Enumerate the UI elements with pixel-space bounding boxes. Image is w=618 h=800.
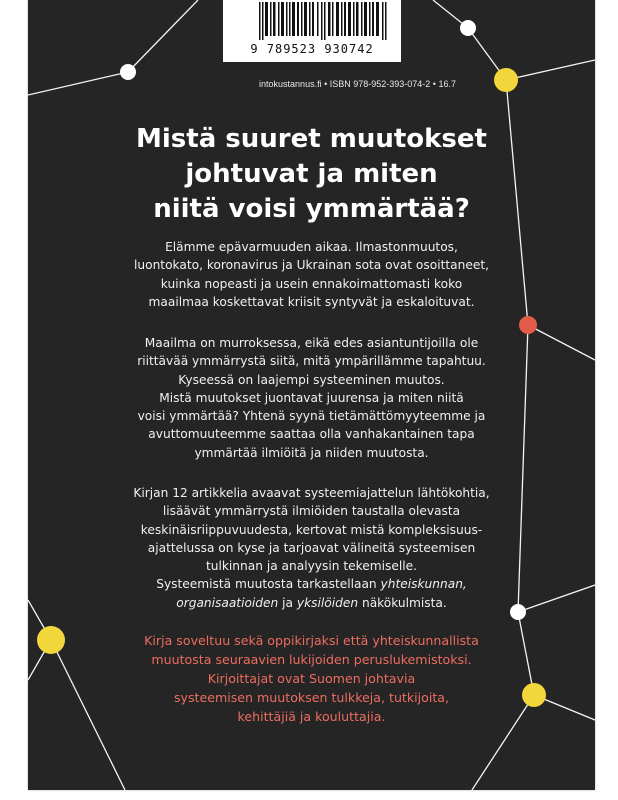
text-span: näkökulmista. [358,595,447,610]
paragraph-line: Maailma on murroksessa, eikä edes asiantuntijoilla ole [144,336,479,350]
paragraph-audience [28,631,595,726]
paragraph-line: luontokato, koronavirus ja Ukrainan sota ovat osoittaneet, [134,258,489,273]
paragraph-line: Kyseessä on laajempi systeeminen muutos. [178,372,445,387]
italic-text: yksilöiden [296,595,359,610]
book-back-cover [28,0,595,790]
headline-line: niitä voisi ymmärtää? [153,194,470,224]
paragraph-line: ymmärtää ilmiöitä ja niiden muutosta. [194,445,429,460]
paragraph-line: ajattelussa on kyse ja tarjoavat välineitä systeemisen [147,540,476,555]
paragraph-line [28,594,595,612]
paragraph-line: voisi ymmärtää? Yhtenä syynä tietämättömyyteemme ja [137,409,486,424]
paragraph-line: Elämme epävarmuuden aikaa. Ilmastonmuutos, [165,240,458,254]
node-white-top-right [460,20,476,36]
paragraph-line: kehittäjiä ja kouluttajia. [237,709,386,724]
paragraph-context [28,334,595,462]
paragraph-line: Mistä muutokset juontavat juurensa ja miten niitä [159,390,464,405]
paragraph-contents [28,484,595,612]
paragraph-line: systeemisen muutoksen tulkkeja, tutkijoita, [173,690,450,705]
paragraph-line: avuttomuuteemme saattaa olla vanhakantainen tapa [148,427,475,442]
paragraph-intro [28,238,595,311]
paragraph-line: Kirjoittajat ovat Suomen johtavia [207,671,416,686]
barcode-bars [259,2,387,40]
headline-line: johtuvat ja miten [185,159,438,189]
headline-line: Mistä suuret muutokset [136,124,487,154]
text-span: ja [278,595,297,610]
paragraph-line [28,575,595,593]
paragraph-line: maailmaa koskettavat kriisit syntyvät ja eskaloituvat. [148,294,475,309]
paragraph-line: kuinka nopeasti ja usein ennakoimattomasti koko [160,276,463,291]
headline [28,122,595,227]
publisher-isbn-line: intokustannus.fi • ISBN 978-952-393-074-2 • 16.7 [259,79,456,89]
paragraph-line: muutosta seuraavien lukijoiden peruslukemistoksi. [151,652,472,667]
node-red-right [519,316,537,334]
paragraph-line: tulkinnan ja analyysin tekemiselle. [205,559,418,574]
barcode-number: 9 789523 930742 [250,42,374,56]
paragraph-line: riittävää ymmärrystä siitä, mitä ympärillämme tapahtuu. [137,354,486,369]
paragraph-line: keskinäisriippuvuudesta, kertovat mistä kompleksisuus- [140,522,483,537]
barcode [223,0,401,62]
italic-text: organisaatioiden [176,595,279,610]
node-white-top-left [120,64,136,80]
text-span: Systeemistä muutosta tarkastellaan [156,577,381,592]
paragraph-line: lisäävät ymmärrystä ilmiöiden taustalla olevasta [162,504,461,519]
paragraph-line: Kirja soveltuu sekä oppikirjaksi että yhteiskunnallista [144,633,479,648]
italic-text: yhteiskunnan, [380,577,467,592]
paragraph-line: Kirjan 12 artikkelia avaavat systeemiajattelun lähtökohtia, [133,486,490,500]
